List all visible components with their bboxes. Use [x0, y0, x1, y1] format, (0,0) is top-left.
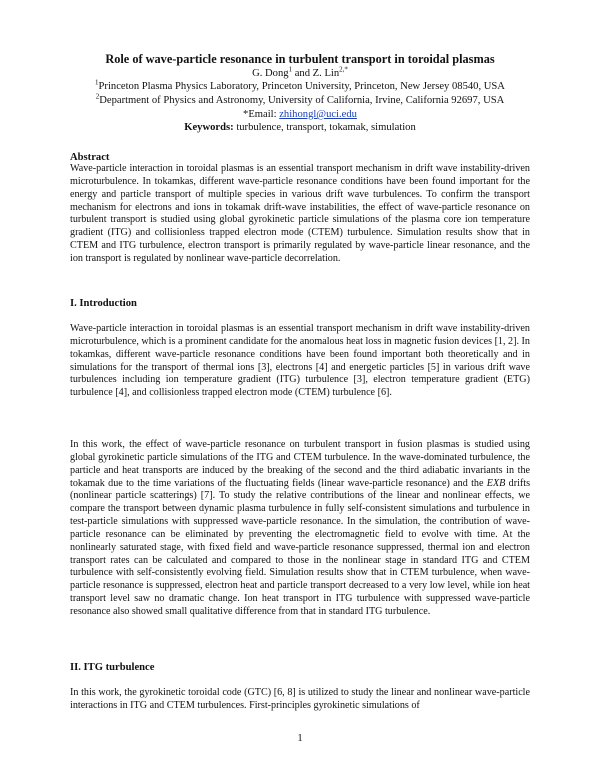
exb-term: EXB [486, 477, 506, 489]
email-link[interactable]: zhihongl@uci.edu [279, 109, 357, 120]
affiliation-2-text: Department of Physics and Astronomy, University of California, Irvine, California 92697, USA [99, 95, 505, 106]
author-name-2: and Z. Lin [294, 68, 340, 79]
introduction-paragraph-2-part-b: drifts (nonlinear particle scatterings) [7]. To study the relative contributions of the linear and nonlinear effects, we compare the transport between dynamic plasma turbulence in fully self-consistent simulations and turbulence in test-particle simulations with suppressed wave-particle resonance. In the simulation, the contribution of wave-particle resonance can be eliminated by preventing the electromagnetic field to evolve with time. At the nonlinearly saturated stage, with fixed field and wave-particle resonance suppressed, thermal ion and electron transport rates can be calculated and compared to those in the nonlinear stage in standard ITG and CTEM turbulence with self-consistently evolving field. Simulation results show that in CTEM turbulence, when wave-particle resonance is suppressed, electron heat and particle transport decreased to a very low level, while ion heat transport level saw no dramatic change. Ion heat transport in ITG turbulence with suppressed wave-particle resonance also showed small qualitative difference from that in standard ITG turbulence. [70, 477, 531, 617]
author-name-1: G. Dong [252, 68, 289, 79]
affiliation-2-sup: 2 [95, 92, 100, 101]
introduction-paragraph-2-part-a: In this work, the effect of wave-particle resonance on turbulent transport in fusion plasmas is studied using global gyrokinetic particle simulations of the ITG and CTEM turbulence. In the wave-dominated turbulence, the particle and heat transports are induced by the breaking of the second and the third adiabatic invariants in the tokamak due to the time variations of the fluctuating fields (linear wave-particle resonance) and the [70, 439, 530, 489]
email-line [0, 108, 600, 121]
introduction-paragraph-1: Wave-particle interaction in toroidal plasmas is an essential transport mechanism in drift wave instability-driven microturbulence, which is a prominent candidate for the anomalous heat loss in magnetic fusion devices [1, 2]. In tokamkas, different wave-particle resonance conditions have been found important both theoretically and in simulations for the transport of thermal ions [3], electrons [4] and energetic particles [5] in various drift wave turbulences including ion temperature gradient (ITG) turbulence [3], electron temperature gradient (ETG) turbulence [4], and collisionless trapped electron mode (CTEM) turbulence [6]. [70, 323, 530, 399]
keywords-label: Keywords: [184, 122, 234, 133]
introduction-paragraph-2 [70, 439, 530, 619]
author-sup-2: 2,* [339, 65, 348, 74]
section-heading-introduction: I. Introduction [70, 298, 137, 309]
paper-title: Role of wave-particle resonance in turbulent transport in toroidal plasmas [105, 52, 495, 66]
affiliation-1-text: Princeton Plasma Physics Laboratory, Princeton University, Princeton, New Jersey 08540, USA [98, 81, 505, 92]
itg-paragraph-1: In this work, the gyrokinetic toroidal code (GTC) [6, 8] is utilized to study the linear and nonlinear wave-particle interactions in ITG and CTEM turbulences. First-principles gyrokinetic simulations of [70, 687, 530, 711]
affiliation-2 [0, 94, 600, 107]
keywords-line [0, 121, 600, 134]
abstract-heading: Abstract [70, 152, 110, 163]
author-sup-1: 1 [288, 65, 293, 74]
affiliation-1 [0, 80, 600, 93]
section-heading-itg: II. ITG turbulence [70, 662, 155, 673]
affiliation-1-sup: 1 [95, 78, 99, 87]
keywords-text: turbulence, transport, tokamak, simulation [236, 122, 416, 133]
email-label: *Email: [243, 109, 277, 120]
abstract-text: Wave-particle interaction in toroidal plasmas is an essential transport mechanism in drift wave instability-driven microturbulence. In tokamkas, different wave-particle resonance conditions have been found important for the energy and particle transport of multiple species in various drift wave turbulences. To confirm the transport mechanism for electrons and ions in tokamak drift-wave instabilities, the effect of wave-particle resonance on turbulent transport is studied using global gyrokinetic particle simulations of the plasma core ion temperature gradient (ITG) and collisionless trapped electron mode (CTEM) turbulence. Simulation results show that in CTEM and ITG turbulence, electron transport is primarily regulated by wave-particle linear resonance, and the ion transport is regulated by nonlinear wave-particle decorrelation. [70, 163, 530, 264]
page-number: 1 [297, 733, 303, 744]
author-line [0, 67, 600, 80]
